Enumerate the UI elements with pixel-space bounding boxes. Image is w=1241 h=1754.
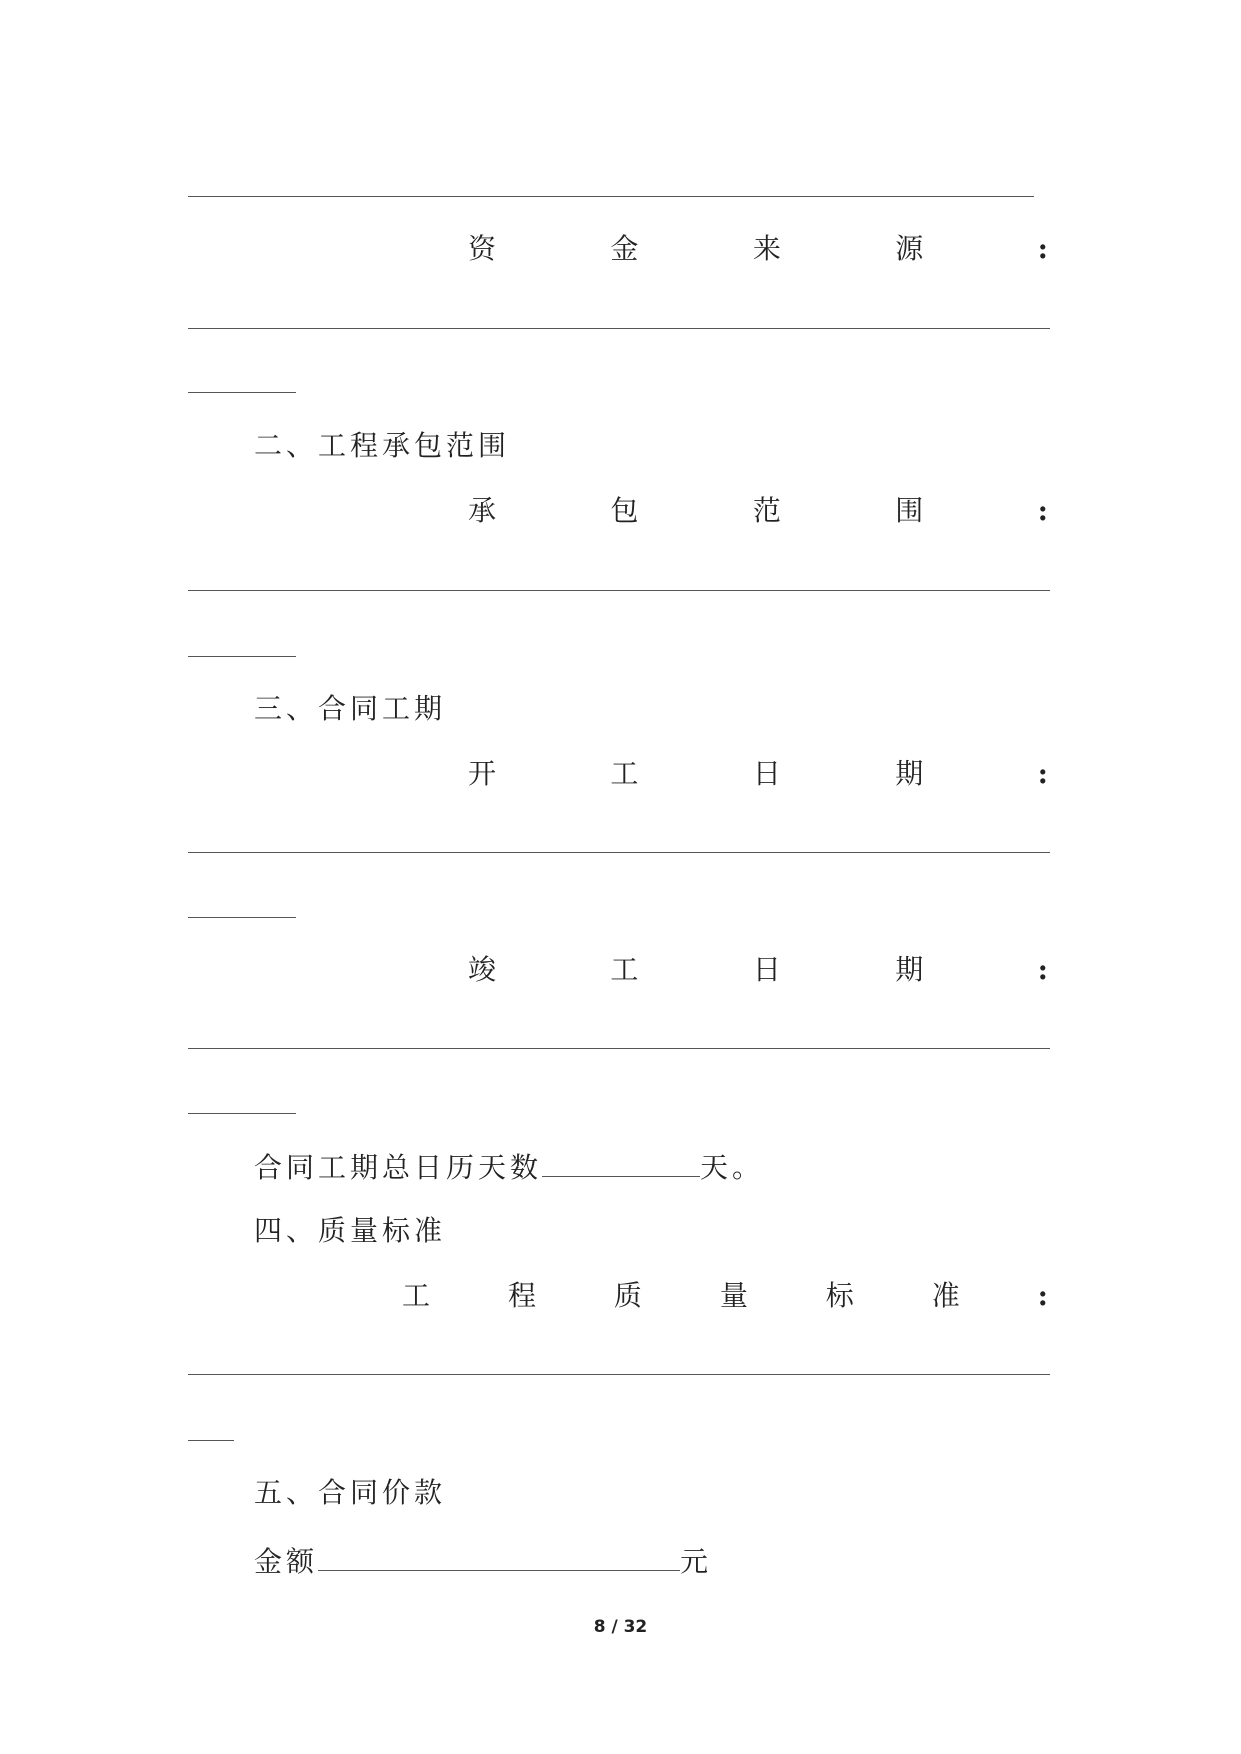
amount-prefix: 金额 <box>254 1545 319 1578</box>
label-char: 期 <box>895 953 924 986</box>
label-colon: : <box>1037 757 1048 790</box>
label-colon: : <box>1037 232 1048 265</box>
amount-line <box>254 1542 712 1579</box>
fill-in-line <box>188 196 1034 197</box>
label-char: 量 <box>719 1279 748 1312</box>
label-char: 围 <box>895 494 924 527</box>
label-char: 包 <box>610 494 639 527</box>
label-char: 期 <box>895 757 924 790</box>
fill-in-line <box>188 392 296 393</box>
fill-in-line <box>188 1113 296 1114</box>
scope-label <box>468 491 1048 531</box>
label-char: 日 <box>752 953 781 986</box>
label-char: 来 <box>752 232 781 265</box>
label-colon: : <box>1037 953 1048 986</box>
label-colon: : <box>1037 1279 1048 1312</box>
amount-blank <box>318 1542 680 1571</box>
fill-in-line <box>188 328 1050 329</box>
page-number: 8 / 32 <box>593 1617 648 1637</box>
label-char: 准 <box>931 1279 960 1312</box>
label-char: 日 <box>752 757 781 790</box>
label-char: 竣 <box>468 953 497 986</box>
label-char: 工 <box>610 757 639 790</box>
label-char: 工 <box>610 953 639 986</box>
label-char: 承 <box>468 494 497 527</box>
label-char: 程 <box>507 1279 536 1312</box>
total-days-line <box>254 1148 764 1185</box>
fill-in-line <box>188 852 1050 853</box>
section-heading: 三、合同工期 <box>254 692 447 725</box>
fill-in-line <box>188 917 296 918</box>
funding-source-label <box>468 229 1048 269</box>
amount-suffix: 元 <box>680 1545 713 1578</box>
fill-in-line <box>188 1048 1050 1049</box>
section-heading: 二、工程承包范围 <box>254 429 511 462</box>
total-days-blank <box>542 1148 700 1177</box>
label-char: 工 <box>402 1279 431 1312</box>
label-char: 标 <box>825 1279 854 1312</box>
total-days-suffix: 天。 <box>700 1151 765 1184</box>
label-colon: : <box>1037 494 1048 527</box>
fill-in-line <box>188 1374 1050 1375</box>
label-char: 资 <box>468 232 497 265</box>
fill-in-line <box>188 656 296 657</box>
fill-in-line <box>188 1440 234 1441</box>
label-char: 质 <box>613 1279 642 1312</box>
label-char: 开 <box>468 757 497 790</box>
quality-standard-label <box>402 1276 1048 1316</box>
fill-in-line <box>188 590 1050 591</box>
completion-date-label <box>468 950 1048 990</box>
label-char: 金 <box>610 232 639 265</box>
section-heading: 四、质量标准 <box>254 1214 447 1247</box>
label-char: 范 <box>752 494 781 527</box>
total-days-prefix: 合同工期总日历天数 <box>254 1151 543 1184</box>
section-heading: 五、合同价款 <box>254 1476 447 1509</box>
start-date-label <box>468 754 1048 794</box>
label-char: 源 <box>895 232 924 265</box>
